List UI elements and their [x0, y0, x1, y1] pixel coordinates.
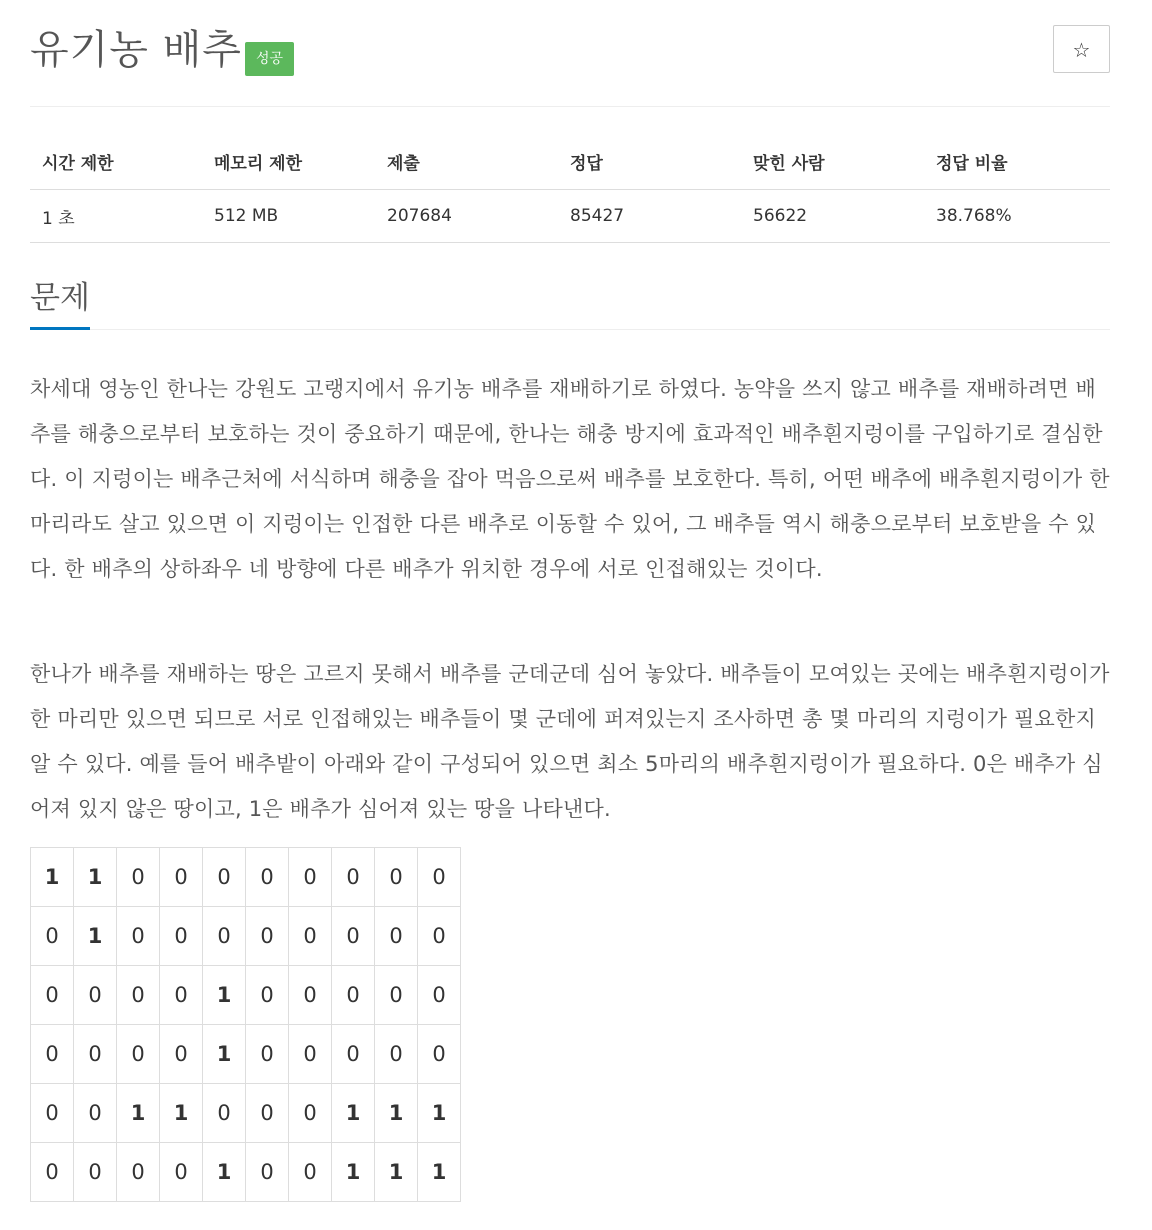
grid-cell: 0	[332, 966, 375, 1025]
grid-cell: 0	[332, 907, 375, 966]
status-badge: 성공	[245, 42, 294, 76]
grid-cell: 1	[375, 1084, 418, 1143]
grid-cell: 0	[117, 1025, 160, 1084]
header-accepted: 정답	[558, 133, 741, 190]
header-divider	[30, 106, 1110, 107]
grid-cell: 0	[375, 848, 418, 907]
header-time-limit: 시간 제한	[30, 133, 202, 190]
star-icon: ☆	[1072, 38, 1091, 62]
grid-cell: 0	[160, 966, 203, 1025]
grid-cell: 0	[74, 1084, 117, 1143]
grid-cell: 0	[418, 1025, 461, 1084]
value-accept-ratio: 38.768%	[924, 190, 1110, 243]
grid-row	[31, 907, 461, 966]
value-submissions: 207684	[375, 190, 558, 243]
value-accepted: 85427	[558, 190, 741, 243]
grid-cell: 0	[289, 1084, 332, 1143]
grid-cell: 0	[203, 848, 246, 907]
grid-cell: 0	[74, 966, 117, 1025]
header-submissions: 제출	[375, 133, 558, 190]
grid-cell: 1	[418, 1084, 461, 1143]
grid-cell: 0	[160, 848, 203, 907]
grid-cell: 0	[203, 907, 246, 966]
problem-section-header	[30, 278, 1110, 331]
grid-row	[31, 1025, 461, 1084]
grid-cell: 0	[289, 848, 332, 907]
grid-cell: 0	[160, 1143, 203, 1202]
problem-header	[30, 22, 1110, 82]
grid-cell: 0	[289, 1143, 332, 1202]
grid-cell: 1	[31, 848, 74, 907]
grid-cell: 0	[246, 848, 289, 907]
grid-cell: 0	[418, 966, 461, 1025]
grid-row	[31, 848, 461, 907]
grid-cell: 0	[375, 1025, 418, 1084]
grid-cell: 0	[74, 1025, 117, 1084]
grid-cell: 1	[160, 1084, 203, 1143]
info-header-row	[30, 133, 1110, 190]
grid-row	[31, 966, 461, 1025]
problem-title: 유기농 배추	[30, 27, 242, 73]
grid-cell: 1	[332, 1143, 375, 1202]
grid-cell: 0	[246, 966, 289, 1025]
grid-cell: 0	[160, 1025, 203, 1084]
grid-cell: 0	[375, 966, 418, 1025]
header-solved-users: 맞힌 사람	[741, 133, 924, 190]
cabbage-field-grid	[30, 847, 461, 1202]
grid-cell: 0	[246, 1143, 289, 1202]
header-accept-ratio: 정답 비율	[924, 133, 1110, 190]
grid-row	[31, 1084, 461, 1143]
description-paragraph-2: 한나가 배추를 재배하는 땅은 고르지 못해서 배추를 군데군데 심어 놓았다. 배추들이 모여있는 곳에는 배추흰지렁이가 한 마리만 있으면 되므로 서로 인접해있는 배추들이 몇 군데에 퍼져있는지 조사하면 총 몇 마리의 지렁이가 필요한지 알 수 있다. 예를 들어 배추밭이 아래와 같이 구성되어 있으면 최소 5마리의 배추흰지렁이가 필요하다. 0은 배추가 심어져 있지 않은 땅이고, 1은 배추가 심어져 있는 땅을 나타낸다.	[30, 662, 1110, 821]
header-memory-limit: 메모리 제한	[202, 133, 375, 190]
grid-cell: 0	[246, 1025, 289, 1084]
grid-cell: 0	[31, 1143, 74, 1202]
grid-cell: 0	[375, 907, 418, 966]
value-solved-users: 56622	[741, 190, 924, 243]
description-paragraph-1: 차세대 영농인 한나는 강원도 고랭지에서 유기농 배추를 재배하기로 하였다. 농약을 쓰지 않고 배추를 재배하려면 배추를 해충으로부터 보호하는 것이 중요하기 때문에, 한나는 해충 방지에 효과적인 배추흰지렁이를 구입하기로 결심한다. 이 지렁이는 배추근처에 서식하며 해충을 잡아 먹음으로써 배추를 보호한다. 특히, 어떤 배추에 배추흰지렁이가 한 마리라도 살고 있으면 이 지렁이는 인접한 다른 배추로 이동할 수 있어, 그 배추들 역시 해충으로부터 보호받을 수 있다. 한 배추의 상하좌우 네 방향에 다른 배추가 위치한 경우에 서로 인접해있는 것이다.	[30, 377, 1110, 581]
grid-cell: 0	[289, 907, 332, 966]
value-memory-limit: 512 MB	[202, 190, 375, 243]
grid-row	[31, 1143, 461, 1202]
grid-cell: 0	[160, 907, 203, 966]
grid-cell: 0	[31, 1025, 74, 1084]
grid-cell: 1	[332, 1084, 375, 1143]
grid-cell: 0	[74, 1143, 117, 1202]
grid-cell: 1	[74, 848, 117, 907]
grid-cell: 0	[289, 966, 332, 1025]
section-title: 문제	[30, 280, 90, 316]
grid-cell: 0	[418, 848, 461, 907]
grid-cell: 0	[31, 907, 74, 966]
grid-cell: 0	[246, 907, 289, 966]
grid-cell: 0	[332, 1025, 375, 1084]
grid-cell: 1	[74, 907, 117, 966]
section-divider	[30, 329, 1110, 330]
grid-cell: 0	[31, 966, 74, 1025]
grid-cell: 1	[203, 1025, 246, 1084]
grid-cell: 0	[117, 966, 160, 1025]
grid-cell: 0	[289, 1025, 332, 1084]
info-value-row	[30, 190, 1110, 243]
grid-cell: 1	[203, 966, 246, 1025]
section-title-underline	[30, 327, 90, 330]
grid-cell: 0	[31, 1084, 74, 1143]
value-time-limit: 1 초	[30, 190, 202, 243]
grid-cell: 0	[418, 907, 461, 966]
grid-cell: 1	[375, 1143, 418, 1202]
problem-info-table	[30, 133, 1110, 243]
grid-cell: 1	[203, 1143, 246, 1202]
grid-cell: 0	[332, 848, 375, 907]
grid-cell: 0	[203, 1084, 246, 1143]
grid-cell: 1	[418, 1143, 461, 1202]
grid-cell: 1	[117, 1084, 160, 1143]
grid-cell: 0	[246, 1084, 289, 1143]
grid-cell: 0	[117, 907, 160, 966]
grid-cell: 0	[117, 848, 160, 907]
favorite-button[interactable]	[1053, 25, 1110, 73]
grid-cell: 0	[117, 1143, 160, 1202]
